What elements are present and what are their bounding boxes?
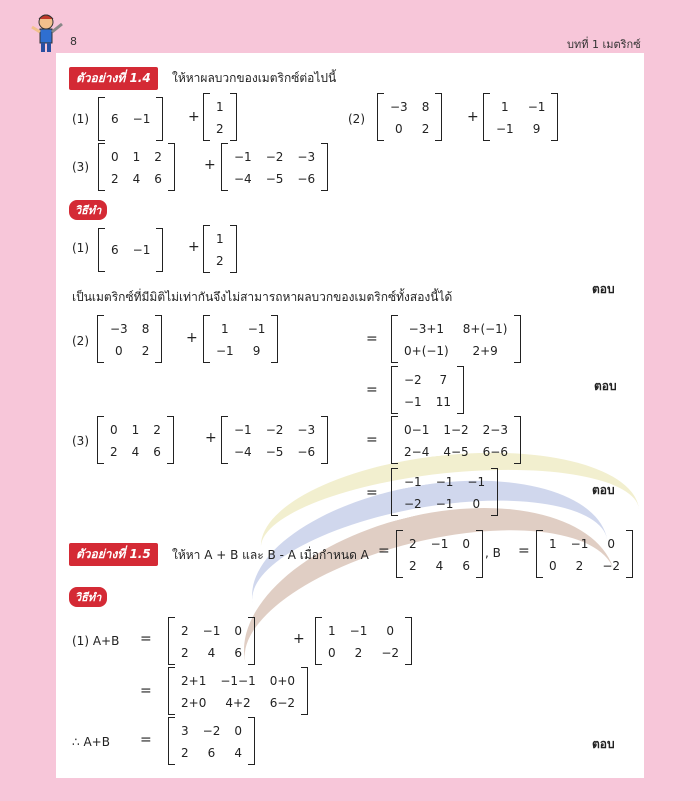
- matrix-cell: 3: [181, 724, 189, 738]
- bracket-left: [536, 530, 543, 578]
- matrix-cell: −3: [390, 100, 408, 114]
- matrix-cell: −4: [234, 172, 252, 186]
- matrix-body: [398, 315, 514, 363]
- matrix-cell: 2: [354, 646, 363, 660]
- bracket-left: [203, 315, 210, 363]
- plus-sign: +: [293, 631, 305, 647]
- bracket-right: [156, 97, 163, 141]
- matrix-cell: 0: [234, 624, 242, 638]
- matrix-cell: −1−1: [220, 674, 256, 688]
- bracket-right: [491, 468, 498, 516]
- matrix-body: [398, 366, 457, 414]
- matrix-cell: 2+9: [472, 344, 498, 358]
- page-number: 8: [70, 35, 77, 48]
- equals-sign: =: [378, 543, 390, 559]
- bracket-right: [435, 93, 442, 141]
- matrix-cell: 6: [462, 559, 470, 573]
- bracket-right: [457, 366, 464, 414]
- equals-sign: =: [366, 331, 378, 347]
- equals-sign: =: [518, 543, 530, 559]
- bracket-right: [167, 416, 174, 464]
- bracket-left: [391, 315, 398, 363]
- matrix-cell: −1: [496, 122, 514, 136]
- matrix-cell: −2: [404, 497, 422, 511]
- matrix-cell: 11: [435, 395, 451, 409]
- matrix-cell: 4+2: [225, 696, 251, 710]
- bracket-left: [168, 717, 175, 765]
- matrix-cell: −6: [297, 445, 316, 459]
- plus-sign: +: [205, 430, 217, 446]
- bracket-left: [168, 617, 175, 665]
- bracket-right: [248, 717, 255, 765]
- matrix-cell: −2: [202, 724, 221, 738]
- matrix: [377, 93, 442, 141]
- matrix-cell: 1−2: [443, 423, 469, 437]
- matrix-body: [398, 416, 514, 464]
- bracket-right: [248, 617, 255, 665]
- matrix-body: [210, 315, 271, 363]
- matrix-cell: 2+0: [181, 696, 207, 710]
- bracket-right: [321, 143, 328, 191]
- matrix-cell: −2: [381, 646, 400, 660]
- matrix-cell: 6−6: [482, 445, 508, 459]
- matrix-cell: 9: [252, 344, 261, 358]
- matrix-body: [322, 617, 405, 665]
- bracket-right: [514, 416, 521, 464]
- matrix-cell: 2: [216, 122, 224, 136]
- bracket-right: [230, 225, 237, 273]
- equals-sign: =: [366, 382, 378, 398]
- plus-sign: +: [188, 109, 200, 125]
- matrix-cell: 2: [110, 445, 118, 459]
- bracket-right: [551, 93, 558, 141]
- matrix-cell: 2: [409, 559, 417, 573]
- matrix-cell: 2: [141, 344, 150, 358]
- matrix-B: [536, 530, 633, 578]
- matrix-cell: −3: [297, 150, 316, 164]
- matrix-cell: 6: [111, 243, 119, 257]
- item-number: (1): [72, 112, 89, 126]
- matrix-cell: 0+0: [269, 674, 296, 688]
- equals-sign: =: [140, 732, 152, 748]
- item-number: (3): [72, 434, 89, 448]
- therefore-label: ∴ A+B: [72, 735, 110, 749]
- matrix: [168, 667, 308, 715]
- matrix-cell: −3: [110, 322, 128, 336]
- matrix-cell: 4: [132, 172, 141, 186]
- matrix-cell: 1: [216, 232, 224, 246]
- matrix-cell: 6: [207, 746, 216, 760]
- matrix-cell: 4−5: [443, 445, 469, 459]
- matrix-cell: −5: [265, 445, 284, 459]
- matrix-cell: 4: [435, 559, 444, 573]
- sum-line-label: (1) A+B: [72, 634, 120, 648]
- matrix-cell: −1: [216, 344, 234, 358]
- matrix-cell: 4: [234, 746, 242, 760]
- item-number: (2): [72, 334, 89, 348]
- item-number: (1): [72, 241, 89, 255]
- matrix-cell: 1: [549, 537, 557, 551]
- matrix-cell: 6−2: [269, 696, 296, 710]
- matrix-cell: −1: [404, 395, 422, 409]
- matrix: [98, 143, 175, 191]
- matrix-cell: −1: [435, 475, 454, 489]
- bracket-right: [271, 315, 278, 363]
- plus-sign: +: [188, 239, 200, 255]
- answer-label: ตอบ: [592, 483, 615, 497]
- equals-sign: =: [366, 432, 378, 448]
- matrix-cell: 0: [111, 150, 119, 164]
- matrix-body: [104, 416, 167, 464]
- matrix-cell: −3+1: [408, 322, 445, 336]
- matrix: [97, 416, 174, 464]
- matrix-cell: 0+(−1): [404, 344, 449, 358]
- answer-label: ตอบ: [594, 379, 617, 393]
- matrix-cell: 6: [154, 172, 162, 186]
- matrix-cell: −3: [297, 423, 316, 437]
- matrix-cell: −1: [234, 150, 252, 164]
- matrix-cell: −1: [132, 112, 151, 126]
- matrix-cell: 8: [421, 100, 430, 114]
- matrix-cell: 6: [111, 112, 119, 126]
- mascot-logo: [28, 10, 66, 54]
- matrix-cell: 0: [110, 423, 118, 437]
- matrix-cell: 4: [131, 445, 140, 459]
- matrix-body: [228, 143, 321, 191]
- matrix-cell: 2+1: [181, 674, 207, 688]
- matrix-cell: 2: [575, 559, 584, 573]
- matrix: [98, 228, 163, 272]
- example-badge: ตัวอย่างที่ 1.4: [69, 67, 158, 90]
- matrix-cell: 2: [409, 537, 417, 551]
- example-prompt: ให้หา A + B และ B - A เมื่อกำหนด A: [172, 548, 369, 562]
- matrix-cell: −1: [430, 537, 449, 551]
- matrix: [483, 93, 558, 141]
- matrix-cell: 1: [501, 100, 509, 114]
- matrix-cell: 6: [153, 445, 161, 459]
- bracket-left: [98, 97, 105, 141]
- matrix-body: [104, 315, 155, 363]
- bracket-right: [514, 315, 521, 363]
- matrix-cell: 0: [234, 724, 242, 738]
- matrix-cell: −6: [297, 172, 316, 186]
- matrix-cell: −2: [602, 559, 621, 573]
- solution-note: เป็นเมตริกซ์ที่มีมิติไม่เท่ากันจึงไม่สามารถหาผลบวกของเมตริกซ์ทั้งสองนี้ได้: [72, 290, 453, 304]
- matrix-cell: 2−4: [404, 445, 430, 459]
- matrix-cell: 9: [532, 122, 541, 136]
- matrix-cell: −1: [570, 537, 589, 551]
- bracket-left: [221, 143, 228, 191]
- matrix-body: [228, 416, 321, 464]
- chapter-title: บทที่ 1 เมตริกซ์: [567, 38, 641, 51]
- bracket-left: [168, 667, 175, 715]
- bracket-right: [156, 228, 163, 272]
- matrix-body: [105, 97, 156, 141]
- bracket-right: [301, 667, 308, 715]
- plus-sign: +: [204, 157, 216, 173]
- matrix-cell: 0: [472, 497, 481, 511]
- matrix-cell: 2: [216, 254, 224, 268]
- matrix-cell: 1: [221, 322, 229, 336]
- plus-sign: +: [467, 109, 479, 125]
- matrix-cell: −2: [265, 150, 284, 164]
- matrix: [391, 468, 498, 516]
- matrix-cell: 8: [141, 322, 150, 336]
- matrix-cell: −1: [435, 497, 454, 511]
- bracket-left: [391, 366, 398, 414]
- matrix-A: [396, 530, 483, 578]
- matrix-body: [210, 93, 230, 141]
- matrix-body: [175, 667, 301, 715]
- bracket-right: [168, 143, 175, 191]
- matrix-cell: 1: [328, 624, 336, 638]
- plus-sign: +: [186, 330, 198, 346]
- matrix-cell: −1: [247, 322, 266, 336]
- matrix: [168, 717, 255, 765]
- matrix-cell: 0−1: [404, 423, 430, 437]
- matrix-cell: −2: [404, 373, 422, 387]
- matrix-cell: 2: [181, 746, 189, 760]
- bracket-right: [155, 315, 162, 363]
- matrix: [203, 225, 237, 273]
- answer-label: ตอบ: [592, 737, 615, 751]
- bracket-right: [321, 416, 328, 464]
- item-number: (2): [348, 112, 365, 126]
- matrix-body: [543, 530, 626, 578]
- matrix-cell: 0: [607, 537, 616, 551]
- bracket-right: [626, 530, 633, 578]
- matrix-body: [398, 468, 491, 516]
- matrix-cell: 2: [154, 150, 162, 164]
- matrix-body: [403, 530, 476, 578]
- matrix-cell: −5: [265, 172, 284, 186]
- matrix-cell: 0: [328, 646, 336, 660]
- bracket-left: [396, 530, 403, 578]
- matrix-cell: 0: [386, 624, 395, 638]
- matrix-body: [105, 228, 156, 272]
- example-badge: ตัวอย่างที่ 1.5: [69, 543, 158, 566]
- bracket-left: [203, 225, 210, 273]
- matrix-cell: −1: [234, 423, 252, 437]
- bracket-left: [483, 93, 490, 141]
- matrix-cell: 2: [111, 172, 119, 186]
- matrix-cell: 2: [421, 122, 430, 136]
- matrix: [391, 366, 464, 414]
- matrix-cell: 0: [115, 344, 123, 358]
- bracket-left: [98, 143, 105, 191]
- method-badge: วิธีทำ: [69, 587, 107, 607]
- bracket-right: [405, 617, 412, 665]
- method-badge: วิธีทำ: [69, 200, 107, 220]
- matrix-cell: −2: [265, 423, 284, 437]
- matrix-cell: −1: [202, 624, 221, 638]
- bracket-left: [97, 416, 104, 464]
- matrix: [315, 617, 412, 665]
- bracket-right: [230, 93, 237, 141]
- matrix-body: [175, 717, 248, 765]
- bracket-left: [203, 93, 210, 141]
- matrix-cell: −1: [349, 624, 368, 638]
- matrix: [221, 143, 328, 191]
- matrix-cell: 2: [153, 423, 161, 437]
- matrix: [203, 93, 237, 141]
- matrix-cell: 2: [181, 646, 189, 660]
- matrix: [221, 416, 328, 464]
- matrix-cell: 1: [131, 423, 140, 437]
- matrix-cell: 2: [181, 624, 189, 638]
- example-prompt: ให้หาผลบวกของเมตริกซ์ต่อไปนี้: [172, 71, 337, 85]
- bracket-left: [377, 93, 384, 141]
- matrix-body: [384, 93, 435, 141]
- matrix-body: [210, 225, 230, 273]
- matrix-cell: −4: [234, 445, 252, 459]
- matrix-cell: 6: [234, 646, 242, 660]
- matrix: [391, 416, 521, 464]
- bracket-right: [476, 530, 483, 578]
- bracket-left: [315, 617, 322, 665]
- bracket-left: [98, 228, 105, 272]
- matrix-cell: 4: [207, 646, 216, 660]
- matrix-cell: 0: [395, 122, 403, 136]
- matrix-cell: 1: [132, 150, 141, 164]
- matrix-body: [105, 143, 168, 191]
- matrix-cell: 8+(−1): [462, 322, 508, 336]
- matrix-cell: 1: [216, 100, 224, 114]
- matrix: [391, 315, 521, 363]
- answer-label: ตอบ: [592, 282, 615, 296]
- equals-sign: =: [140, 631, 152, 647]
- equals-sign: =: [366, 485, 378, 501]
- matrix-cell: 0: [549, 559, 557, 573]
- matrix: [97, 315, 162, 363]
- matrix-cell: −1: [404, 475, 422, 489]
- matrix-cell: −1: [527, 100, 546, 114]
- matrix-body: [175, 617, 248, 665]
- equals-sign: =: [140, 683, 152, 699]
- bracket-left: [391, 468, 398, 516]
- matrix-cell: 2−3: [482, 423, 508, 437]
- matrix: [203, 315, 278, 363]
- matrix-B-label: , B: [485, 546, 501, 560]
- bracket-left: [97, 315, 104, 363]
- matrix: [98, 97, 163, 141]
- matrix-cell: −1: [132, 243, 151, 257]
- matrix-cell: 0: [462, 537, 470, 551]
- matrix-cell: −1: [467, 475, 486, 489]
- bracket-left: [221, 416, 228, 464]
- bracket-left: [391, 416, 398, 464]
- item-number: (3): [72, 160, 89, 174]
- matrix-cell: 7: [439, 373, 448, 387]
- matrix-body: [490, 93, 551, 141]
- matrix: [168, 617, 255, 665]
